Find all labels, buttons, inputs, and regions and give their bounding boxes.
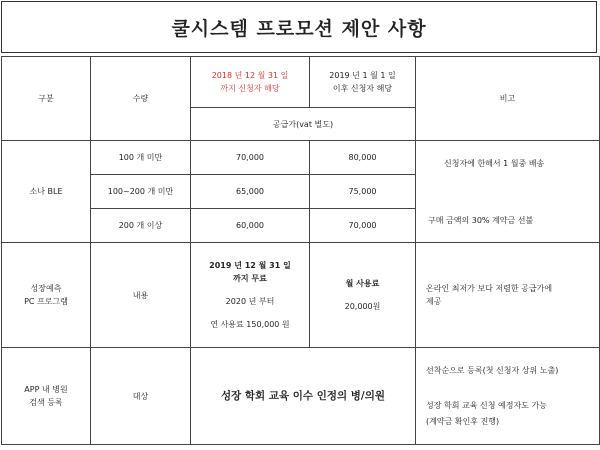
sona-label: 소나 BLE — [2, 141, 91, 243]
app-notes — [416, 348, 600, 445]
app-note-2-line1: 성장 학회 교육 신청 예정자도 가능 — [426, 401, 547, 410]
period-2018-line2: 까지 신청자 해당 — [220, 84, 280, 93]
header-period-2019 — [310, 57, 416, 108]
sona-note-2: 구매 금액의 30% 계약금 선불 — [428, 215, 534, 225]
growth-qty: 내용 — [91, 243, 191, 348]
table-row — [2, 141, 600, 175]
sona-price-2019-2: 75,000 — [310, 175, 416, 209]
growth-free-line1: 2019 년 12 월 31 일 — [209, 261, 291, 270]
growth-monthly-fee: 20,000원 — [344, 302, 381, 311]
app-note-1: 선착순으로 등록(첫 신청자 상위 노출) — [426, 366, 559, 375]
proposal-table — [1, 56, 600, 445]
growth-price-2018 — [191, 243, 310, 348]
sona-qty-1: 100 개 미만 — [91, 141, 191, 175]
table-row — [2, 243, 600, 348]
growth-note-line1: 온라인 최저가 보다 저렴한 공급가에 — [426, 284, 553, 293]
header-notes: 비고 — [416, 57, 600, 141]
growth-price-2019 — [310, 243, 416, 348]
growth-fee-line1: 2020 년 부터 — [225, 297, 275, 306]
header-period-2018 — [191, 57, 310, 108]
growth-free-line2: 까지 무료 — [233, 274, 267, 283]
header-row — [2, 57, 600, 108]
app-label — [2, 348, 91, 445]
sona-price-2018-2: 65,000 — [191, 175, 310, 209]
growth-notes — [416, 243, 600, 348]
sona-price-2019-3: 70,000 — [310, 209, 416, 243]
app-qty: 대상 — [91, 348, 191, 445]
app-target: 성장 학회 교육 이수 인정의 병/의원 — [191, 348, 416, 445]
app-label-line1: APP 내 병원 — [24, 385, 68, 394]
app-note-2-line2: (계약금 확인후 진행) — [426, 417, 500, 426]
period-2019-line1: 2019 년 1 월 1 일 — [329, 71, 396, 80]
growth-label — [2, 243, 91, 348]
header-quantity: 수량 — [91, 57, 191, 141]
sona-notes — [416, 141, 600, 243]
header-gubun: 구분 — [2, 57, 91, 141]
growth-label-line1: 성장예측 — [30, 284, 62, 293]
sona-price-2019-1: 80,000 — [310, 141, 416, 175]
header-supply-price: 공급가(vat 별도) — [191, 108, 416, 141]
growth-note-line2: 제공 — [426, 297, 442, 306]
period-2019-line2: 이후 신청자 해당 — [332, 84, 393, 93]
document-title: 쿨시스템 프로모션 제안 사항 — [1, 1, 597, 53]
table-row — [2, 348, 600, 445]
growth-fee-line2: 연 사용료 150,000 원 — [210, 320, 290, 329]
growth-monthly-label: 월 사용료 — [345, 279, 380, 288]
sona-price-2018-3: 60,000 — [191, 209, 310, 243]
sona-note-1: 신청자에 한해서 1 월중 배송 — [444, 158, 545, 168]
sona-price-2018-1: 70,000 — [191, 141, 310, 175]
app-label-line2: 검색 등록 — [29, 398, 63, 407]
period-2018-line1: 2018 년 12 월 31 일 — [211, 71, 289, 80]
sona-qty-3: 200 개 이상 — [91, 209, 191, 243]
growth-label-line2: PC 프로그램 — [24, 297, 68, 306]
sona-qty-2: 100~200 개 미만 — [91, 175, 191, 209]
